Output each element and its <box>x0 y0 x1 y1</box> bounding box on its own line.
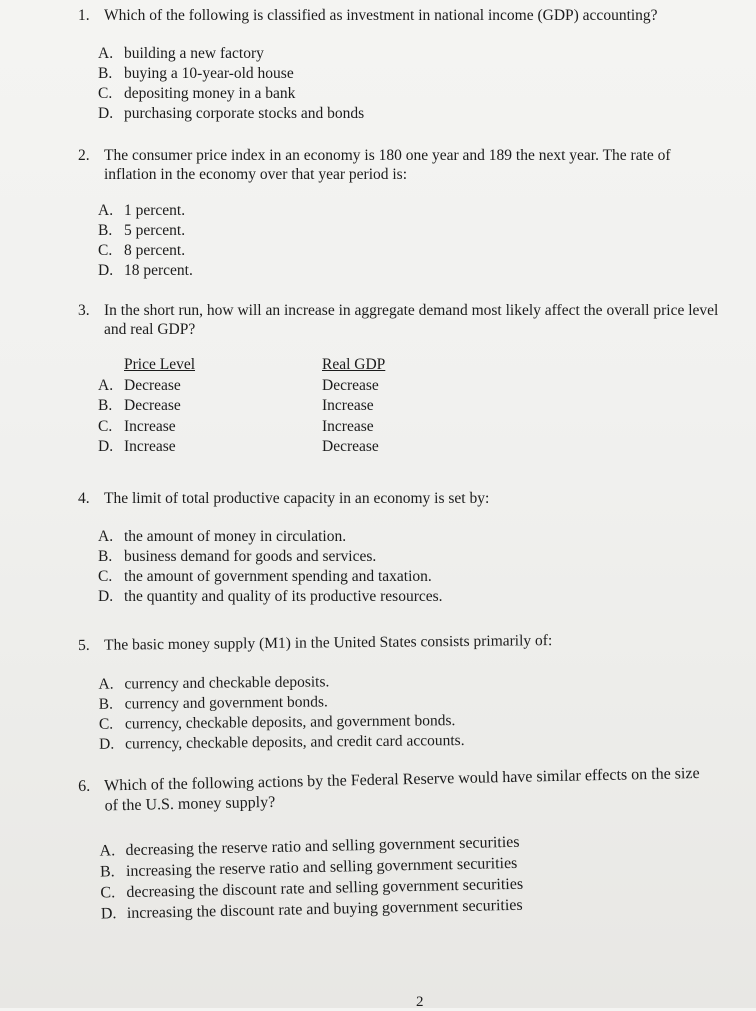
choice-label: D. <box>98 588 114 605</box>
price-level-cell: Decrease <box>124 397 181 414</box>
choice-text: business demand for goods and services. <box>124 548 377 565</box>
choice-label: A. <box>98 45 114 62</box>
choice-d[interactable] <box>98 104 728 124</box>
choice-label: C. <box>98 242 113 259</box>
column-header-real-gdp: Real GDP <box>322 356 386 373</box>
choice-label: D. <box>98 438 114 455</box>
choice-text: the quantity and quality of its productive resources. <box>124 588 443 605</box>
question-1 <box>78 6 728 124</box>
question-6 <box>78 764 711 925</box>
real-gdp-cell: Increase <box>322 417 374 435</box>
question-4 <box>78 489 723 607</box>
choice-text: currency and checkable deposits. <box>124 673 330 693</box>
question-text: Which of the following is classified as investment in national income (GDP) accounting? <box>104 7 658 24</box>
choice-list <box>98 44 728 124</box>
choice-label: C. <box>98 568 113 585</box>
answer-table-header <box>98 355 723 376</box>
choice-text: decreasing the discount rate and selling government securities <box>126 875 524 902</box>
choice-b[interactable] <box>98 547 723 567</box>
choice-a[interactable] <box>98 376 723 397</box>
question-text: The basic money supply (M1) in the United States consists primarily of: <box>104 632 553 654</box>
choice-label: A. <box>99 842 116 860</box>
column-header-price-level: Price Level <box>124 356 196 373</box>
price-level-cell: Decrease <box>124 376 181 394</box>
choice-label: B. <box>99 863 115 881</box>
choice-c[interactable] <box>98 417 723 438</box>
choice-label: B. <box>98 397 113 414</box>
choice-b[interactable] <box>98 64 728 84</box>
choice-d[interactable] <box>98 261 723 281</box>
choice-label: B. <box>98 548 113 565</box>
choice-text: buying a 10-year-old house <box>124 65 294 82</box>
choice-c[interactable] <box>98 567 723 587</box>
question-number: 1. <box>78 7 90 24</box>
page-number: 2 <box>416 994 424 1010</box>
choice-label: C. <box>98 715 114 733</box>
answer-table <box>98 355 723 458</box>
choice-label: B. <box>98 695 114 713</box>
question-number: 3. <box>78 302 90 319</box>
question-number: 6. <box>78 777 91 795</box>
choice-label: D. <box>98 105 114 122</box>
question-text: The limit of total productive capacity in an economy is set by: <box>104 490 490 507</box>
choice-label: C. <box>98 417 113 435</box>
real-gdp-cell: Decrease <box>322 376 379 394</box>
price-level-cell: Increase <box>124 417 176 435</box>
choice-text: currency and government bonds. <box>124 693 328 713</box>
choice-label: A. <box>98 376 114 394</box>
choice-text: 18 percent. <box>124 262 193 279</box>
question-text: Which of the following actions by the Federal Reserve would have similar effects on the size of the U.S. money supply? <box>104 764 700 815</box>
choice-label: A. <box>98 528 114 545</box>
choice-a[interactable] <box>98 44 728 64</box>
choice-label: A. <box>98 675 114 693</box>
price-level-cell: Increase <box>124 438 176 455</box>
question-5 <box>78 629 724 755</box>
choice-label: B. <box>98 65 113 82</box>
choice-text: 8 percent. <box>124 242 186 259</box>
choice-text: the amount of government spending and taxation. <box>124 568 432 585</box>
choice-text: the amount of money in circulation. <box>124 528 347 545</box>
question-number: 5. <box>78 636 90 654</box>
choice-label: B. <box>98 222 113 239</box>
choice-text: increasing the reserve ratio and selling government securities <box>125 854 518 881</box>
choice-d[interactable] <box>98 437 723 458</box>
choice-label: D. <box>98 262 114 279</box>
question-number: 4. <box>78 490 90 507</box>
real-gdp-cell: Decrease <box>322 438 379 455</box>
choice-text: depositing money in a bank <box>124 85 296 102</box>
question-2 <box>78 146 723 281</box>
choice-text: 5 percent. <box>124 222 186 239</box>
choice-label: D. <box>100 905 117 923</box>
choice-label: D. <box>99 735 115 753</box>
choice-label: A. <box>98 202 114 219</box>
question-text: The consumer price index in an economy is 180 one year and 189 the next year. The rate of inflation in the economy over that year period is: <box>104 147 671 183</box>
choice-c[interactable] <box>98 241 723 261</box>
real-gdp-cell: Increase <box>322 397 374 414</box>
choice-text: currency, checkable deposits, and credit card accounts. <box>125 731 465 753</box>
question-number: 2. <box>78 147 90 164</box>
choice-a[interactable] <box>98 201 723 221</box>
choice-list <box>98 201 723 281</box>
choice-text: decreasing the reserve ratio and selling government securities <box>125 833 520 860</box>
choice-a[interactable] <box>98 527 723 547</box>
choice-text: building a new factory <box>124 45 264 62</box>
choice-b[interactable] <box>98 396 723 417</box>
choice-text: 1 percent. <box>124 202 186 219</box>
question-text: In the short run, how will an increase in aggregate demand most likely affect the overall price level and real GDP? <box>104 302 719 338</box>
choice-text: increasing the discount rate and buying government securities <box>126 896 523 923</box>
choice-d[interactable] <box>98 587 723 607</box>
choice-label: C. <box>100 884 116 902</box>
choice-text: currency, checkable deposits, and government bonds. <box>124 712 456 733</box>
choice-c[interactable] <box>98 84 728 104</box>
choice-text: purchasing corporate stocks and bonds <box>124 105 365 122</box>
choice-list <box>98 527 723 607</box>
choice-b[interactable] <box>98 221 723 241</box>
choice-list <box>98 668 724 755</box>
choice-label: C. <box>98 85 113 102</box>
question-3 <box>78 301 723 458</box>
choice-list <box>99 828 711 925</box>
